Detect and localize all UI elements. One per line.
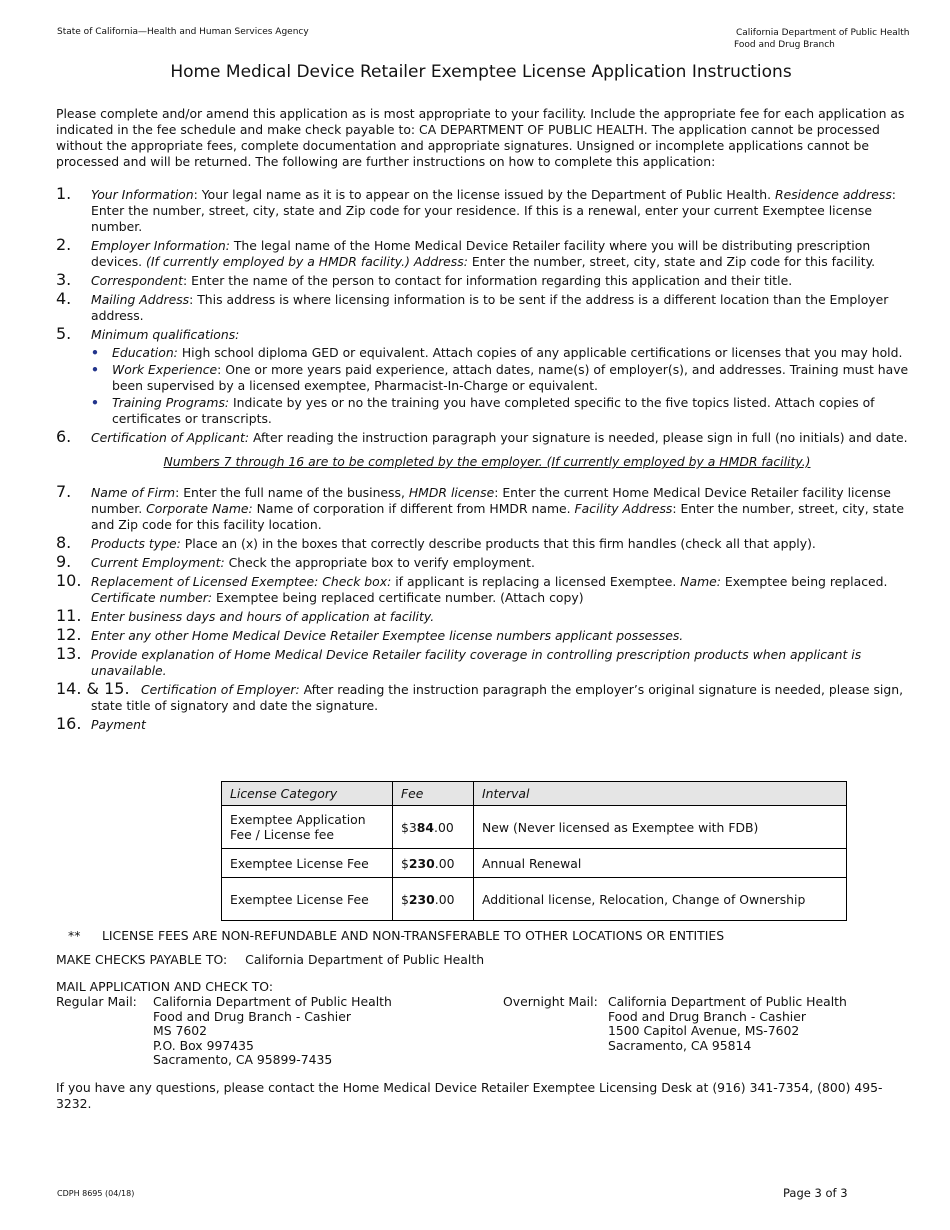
item-number: 8. xyxy=(56,533,72,552)
item-text: The legal name of the Home Medical Device Retailer facility where you will be distributing prescription devices. xyxy=(91,238,871,269)
item-label: Employer Information: xyxy=(91,238,230,253)
intro-paragraph: Please complete and/or amend this application as is most appropriate to your facility. Include the appropriate fee for each application as indicated in the fee schedule and make check payable to: CA DEPARTMENT OF PUBLIC HEALTH. The application cannot be processed without the appropriate fees, complete documentation and appropriate signatures. Unsigned or incomplete applications cannot be processed and will be returned. The following are further instructions on how to complete this application: xyxy=(56,106,905,169)
fee-notice xyxy=(68,928,724,943)
fee-table xyxy=(221,781,847,921)
instruction-item-13 xyxy=(56,644,918,679)
item-label-2: HMDR license xyxy=(408,485,495,500)
item-text-2: Exemptee being replaced. xyxy=(720,574,888,589)
item-label: Enter business days and hours of application at facility. xyxy=(91,609,435,624)
table-row xyxy=(222,878,847,921)
fee-amount: $230.00 xyxy=(393,878,474,921)
fee-interval: Annual Renewal xyxy=(474,849,847,878)
fee-amount: $384.00 xyxy=(393,806,474,849)
item-text: : Your legal name as it is to appear on the license issued by the Department of Public Health. xyxy=(193,187,775,202)
item-number: 4. xyxy=(56,289,72,308)
item-label-4: Facility Address xyxy=(574,501,673,516)
item-number: 1. xyxy=(56,184,72,203)
item-number: 11. xyxy=(56,606,82,625)
department-name: California Department of Public Health xyxy=(736,28,910,38)
branch-name: Food and Drug Branch xyxy=(734,40,835,50)
item-text-2: Enter the number, street, city, state and Zip code for this facility. xyxy=(467,254,876,269)
column-header-fee: Fee xyxy=(393,782,474,806)
item-label: Replacement of Licensed Exemptee: Check box: xyxy=(91,574,392,589)
instruction-item-6 xyxy=(56,427,918,446)
fee-interval: New (Never licensed as Exemptee with FDB) xyxy=(474,806,847,849)
form-id: CDPH 8695 (04/18) xyxy=(57,1189,135,1198)
fee-table-header-row xyxy=(222,782,847,806)
item-text-2: : Enter the number, street, city, state and Zip code for your residence. If this is a renewal, enter your current Exemptee license number. xyxy=(91,187,896,234)
item-label-2: Residence address xyxy=(774,187,892,202)
instruction-item-10 xyxy=(56,571,918,606)
item-label: Correspondent xyxy=(91,273,183,288)
address-line: MS 7602 xyxy=(153,1023,208,1038)
item-text-3: Name of corporation if different from HMDR name. xyxy=(252,501,575,516)
item-label-2: (If currently employed by a HMDR facility.) Address: xyxy=(146,254,468,269)
overnight-mail-label: Overnight Mail: xyxy=(503,994,598,1009)
item-text: Place an (x) in the boxes that correctly describe products that this firm handles (check all that apply). xyxy=(180,536,816,551)
item-number: 10. xyxy=(56,571,82,590)
item-number: 6. xyxy=(56,427,72,446)
instruction-item-4 xyxy=(56,289,918,324)
instruction-item-7 xyxy=(56,482,918,533)
qualification-training xyxy=(91,395,918,427)
instruction-item-14-15 xyxy=(56,679,918,714)
qualification-work-experience xyxy=(91,362,918,394)
page-title: Home Medical Device Retailer Exemptee License Application Instructions xyxy=(170,62,792,82)
column-header-interval: Interval xyxy=(474,782,847,806)
item-text: After reading the instruction paragraph your signature is needed, please sign in full (no initials) and date. xyxy=(249,430,908,445)
item-label-3: Corporate Name: xyxy=(146,501,253,516)
fee-amount: $230.00 xyxy=(393,849,474,878)
instruction-item-12 xyxy=(56,625,918,644)
qualifications-list xyxy=(91,345,918,427)
item-number: 14. & 15. xyxy=(56,679,130,698)
instruction-item-1 xyxy=(56,184,918,235)
fee-interval: Additional license, Relocation, Change of Ownership xyxy=(474,878,847,921)
employer-note: Numbers 7 through 16 are to be completed by the employer. (If currently employed by a HMDR facility.) xyxy=(163,454,811,469)
fee-category: Exemptee Application Fee / License fee xyxy=(222,806,393,849)
address-line: Sacramento, CA 95814 xyxy=(608,1037,752,1053)
item-text: : Enter the name of the person to contact for information regarding this application and their title. xyxy=(183,273,793,288)
regular-mail-address xyxy=(56,995,392,1068)
address-line: 1500 Capitol Avenue, MS-7602 xyxy=(608,1023,800,1038)
item-label: Name of Firm xyxy=(91,485,176,500)
item-label: Enter any other Home Medical Device Retailer Exemptee license numbers applicant possesses. xyxy=(91,628,684,643)
address-line: California Department of Public Health xyxy=(153,994,392,1009)
item-label-2: Name: xyxy=(680,574,721,589)
item-text-3: Exemptee being replaced certificate number. (Attach copy) xyxy=(212,590,584,605)
instruction-item-9 xyxy=(56,552,918,571)
regular-mail-label: Regular Mail: xyxy=(56,994,137,1009)
address-line: P.O. Box 997435 xyxy=(153,1037,254,1053)
instruction-item-11 xyxy=(56,606,918,625)
qualification-text: High school diploma GED or equivalent. Attach copies of any applicable certifications or licenses that you may hold. xyxy=(177,345,903,360)
qualification-label: Work Experience xyxy=(112,362,218,377)
item-label: Provide explanation of Home Medical Device Retailer facility coverage in controlling prescription products when applicant is unavailable. xyxy=(91,647,862,678)
contact-paragraph: If you have any questions, please contact the Home Medical Device Retailer Exemptee Licensing Desk at (916) 341-7354, (800) 495-3232. xyxy=(56,1080,883,1111)
item-label: Minimum qualifications: xyxy=(91,327,240,342)
qualification-education xyxy=(91,345,918,361)
address-line: Sacramento, CA 95899-7435 xyxy=(153,1052,333,1067)
item-label-3: Certificate number: xyxy=(91,590,213,605)
item-label: Mailing Address xyxy=(91,292,190,307)
item-number: 13. xyxy=(56,644,82,663)
overnight-mail-address xyxy=(503,995,847,1053)
instruction-item-2 xyxy=(56,235,918,270)
instruction-item-16 xyxy=(56,714,918,733)
item-label: Your Information xyxy=(91,187,194,202)
qualification-label: Training Programs: xyxy=(112,395,230,410)
item-text: Check the appropriate box to verify employment. xyxy=(224,555,535,570)
instruction-item-8 xyxy=(56,533,918,552)
payable-value: California Department of Public Health xyxy=(245,952,485,967)
department-header xyxy=(734,27,910,51)
qualification-label: Education: xyxy=(112,345,178,360)
item-text: After reading the instruction paragraph the employer’s original signature is needed, please sign, state title of signatory and date the signature. xyxy=(91,682,904,713)
qualification-text: Indicate by yes or no the training you have completed specific to the five topics listed. Attach copies of certificates or transcripts. xyxy=(112,395,875,426)
item-text-2: : Enter the current Home Medical Device Retailer facility license number. xyxy=(91,485,891,516)
address-line: California Department of Public Health xyxy=(608,994,847,1009)
item-text: : Enter the full name of the business, xyxy=(175,485,409,500)
item-number: 5. xyxy=(56,324,72,343)
qualification-text: : One or more years paid experience, attach dates, name(s) of employer(s), and addresses. Training must have been supervised by a licensed exemptee, Pharmacist-In-Charge or equivalent. xyxy=(112,362,909,393)
instruction-item-5 xyxy=(56,324,918,427)
address-line: Food and Drug Branch - Cashier xyxy=(608,1008,806,1024)
fee-category: Exemptee License Fee xyxy=(222,849,393,878)
agency-header: State of California—Health and Human Services Agency xyxy=(57,27,309,37)
item-label: Payment xyxy=(91,717,146,732)
item-label: Current Employment: xyxy=(91,555,225,570)
fee-category: Exemptee License Fee xyxy=(222,878,393,921)
item-label: Certification of Applicant: xyxy=(91,430,250,445)
notice-asterisks: ** xyxy=(68,928,81,943)
item-number: 3. xyxy=(56,270,72,289)
item-label: Products type: xyxy=(91,536,181,551)
address-line: Food and Drug Branch - Cashier xyxy=(153,1008,351,1024)
item-text: : This address is where licensing information is to be sent if the address is a different location than the Employer address. xyxy=(91,292,889,323)
item-label: Certification of Employer: xyxy=(141,682,300,697)
item-number: 16. xyxy=(56,714,82,733)
item-number: 9. xyxy=(56,552,72,571)
checks-payable xyxy=(56,952,484,967)
table-row xyxy=(222,806,847,849)
item-text: if applicant is replacing a licensed Exemptee. xyxy=(391,574,681,589)
item-text-4: : Enter the number, street, city, state and Zip code for this facility location. xyxy=(91,501,905,532)
instructions-list xyxy=(56,184,918,736)
notice-text: LICENSE FEES ARE NON-REFUNDABLE AND NON-TRANSFERABLE TO OTHER LOCATIONS OR ENTITIES xyxy=(102,928,725,943)
item-number: 7. xyxy=(56,482,72,501)
page-number: Page 3 of 3 xyxy=(783,1186,848,1200)
item-number: 2. xyxy=(56,235,72,254)
payable-label: MAKE CHECKS PAYABLE TO: xyxy=(56,952,228,967)
item-number: 12. xyxy=(56,625,82,644)
mail-heading: MAIL APPLICATION AND CHECK TO: xyxy=(56,979,274,994)
table-row xyxy=(222,849,847,878)
column-header-category: License Category xyxy=(222,782,393,806)
instruction-item-3 xyxy=(56,270,918,289)
